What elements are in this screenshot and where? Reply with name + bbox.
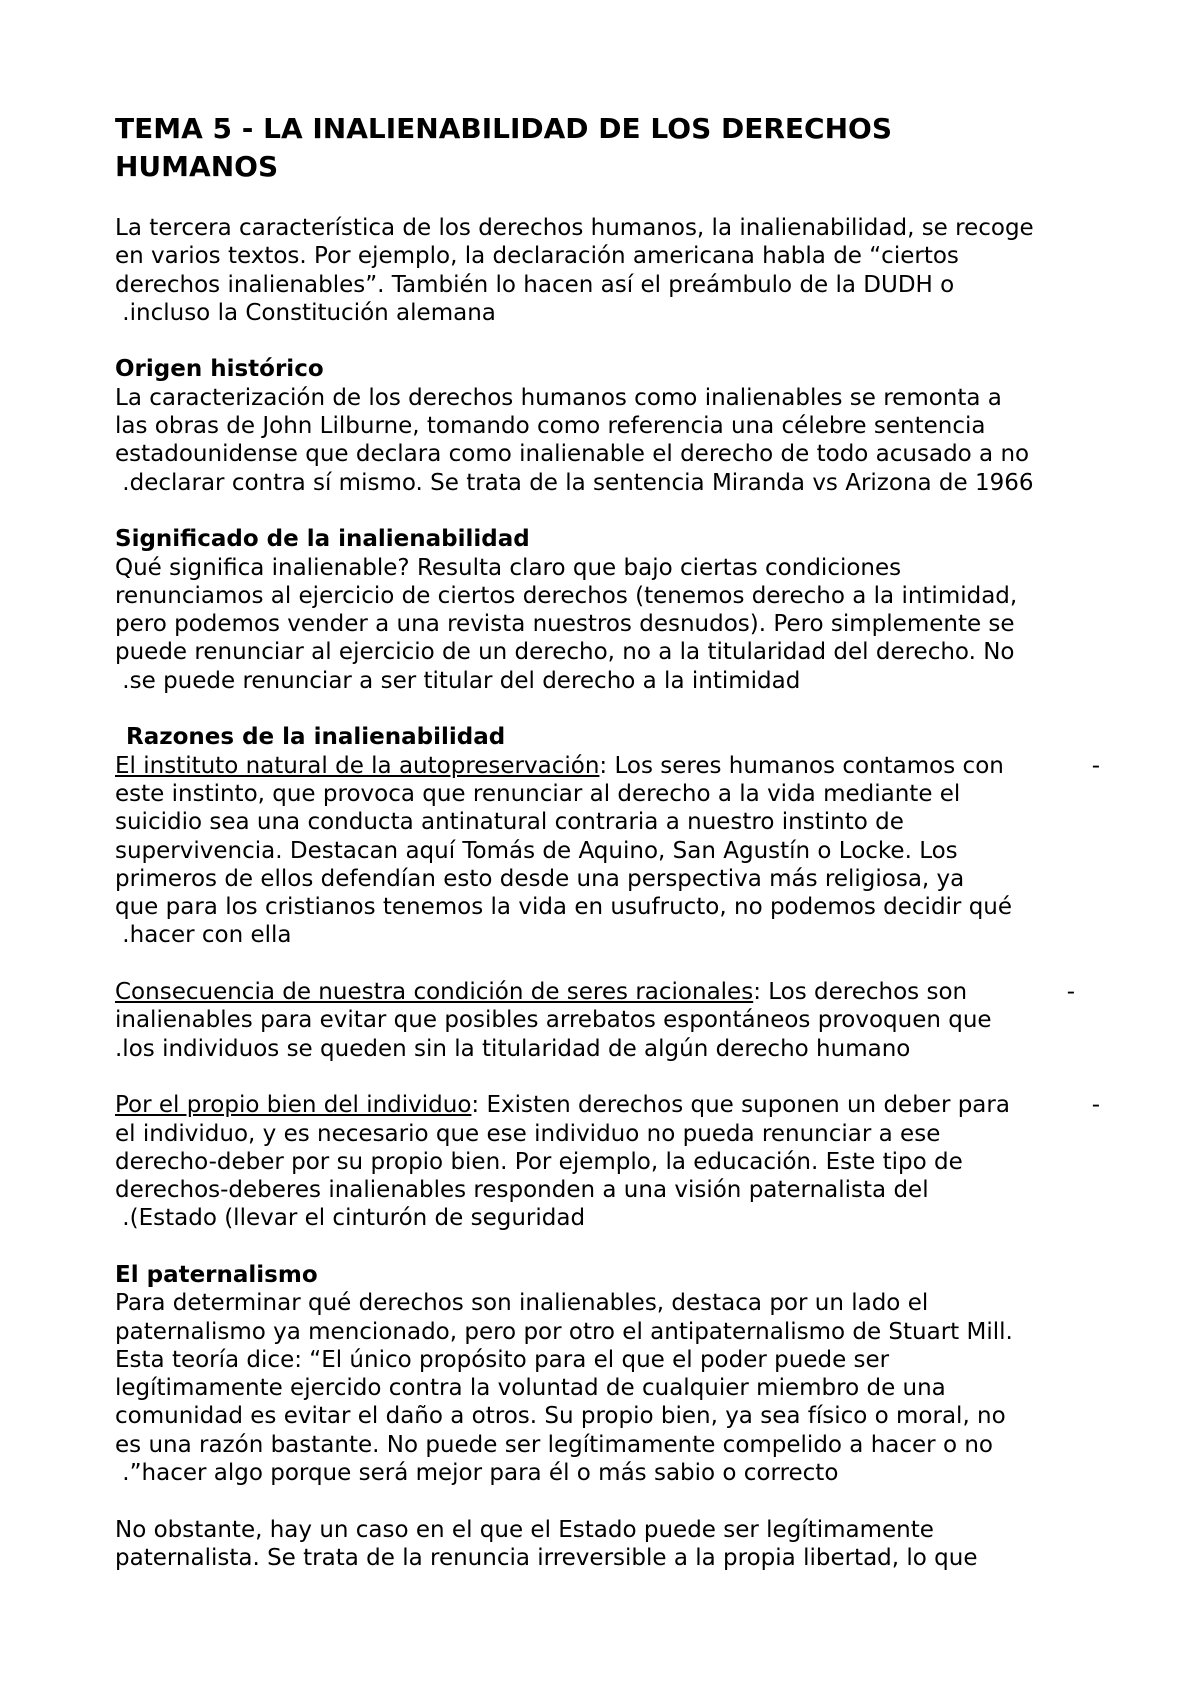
text-line: pero podemos vender a una revista nuestros desnudos). Pero simplemente se — [115, 611, 1015, 638]
text-line: .incluso la Constitución alemana — [115, 299, 496, 326]
text-line: derechos-deberes inalienables responden a una visión paternalista del — [115, 1177, 929, 1204]
item-label: El instituto natural de la autopreservación — [115, 752, 600, 779]
item-text: : Existen derechos que suponen un deber para — [471, 1092, 1010, 1119]
section-significado — [115, 525, 1095, 695]
section-heading: Origen histórico — [115, 356, 324, 383]
text-line: .declarar contra sí mismo. Se trata de la sentencia Miranda vs Arizona de 1966 — [115, 469, 1034, 496]
text-line: en varios textos. Por ejemplo, la declaración americana habla de “ciertos — [115, 243, 959, 270]
list-dash: - — [1091, 1092, 1100, 1119]
list-dash: - — [1091, 752, 1100, 779]
text-line — [115, 1091, 1095, 1119]
section-razones — [115, 723, 1100, 1232]
text-line: Qué significa inalienable? Resulta claro que bajo ciertas condiciones — [115, 554, 902, 581]
text-line: inalienables para evitar que posibles arrebatos espontáneos provoquen que — [115, 1007, 992, 1034]
list-item — [115, 978, 1095, 1063]
final-paragraph — [115, 1516, 1095, 1573]
item-label: Consecuencia de nuestra condición de seres racionales — [115, 979, 754, 1006]
text-line: .(Estado (llevar el cinturón de seguridad — [115, 1205, 586, 1232]
section-origen — [115, 355, 1095, 496]
text-line: el individuo, y es necesario que ese individuo no pueda renunciar a ese — [115, 1120, 941, 1147]
text-line: La tercera característica de los derechos humanos, la inalienabilidad, se recoge — [115, 215, 1034, 241]
text-line: paternalismo ya mencionado, pero por otro el antipaternalismo de Stuart Mill. — [115, 1318, 1013, 1345]
text-line: que para los cristianos tenemos la vida en usufructo, no podemos decidir qué — [115, 894, 1013, 921]
text-line: derecho-deber por su propio bien. Por ejemplo, la educación. Este tipo de — [115, 1148, 963, 1175]
text-line: .hacer con ella — [115, 922, 292, 949]
text-line: las obras de John Lilburne, tomando como referencia una célebre sentencia — [115, 413, 986, 440]
title-line: TEMA 5 - LA INALIENABILIDAD DE LOS DERECHOS — [115, 112, 892, 145]
section-paternalismo — [115, 1261, 1095, 1487]
title-line: HUMANOS — [115, 150, 279, 183]
text-line: este instinto, que provoca que renunciar al derecho a la vida mediante el — [115, 780, 961, 807]
text-line: paternalista. Se trata de la renuncia irreversible a la propia libertad, lo que — [115, 1544, 978, 1571]
section-heading: Razones de la inalienabilidad — [126, 724, 506, 751]
text-line: .se puede renunciar a ser titular del derecho a la intimidad — [115, 667, 801, 694]
document-page — [115, 110, 1100, 1572]
text-line: .”hacer algo porque será mejor para él o más sabio o correcto — [115, 1460, 839, 1487]
text-line: primeros de ellos defendían esto desde una perspectiva más religiosa, ya — [115, 865, 965, 892]
text-line: renunciamos al ejercicio de ciertos derechos (tenemos derecho a la intimidad, — [115, 582, 1018, 609]
section-heading: El paternalismo — [115, 1261, 318, 1288]
text-line: .los individuos se queden sin la titularidad de algún derecho humano — [115, 1035, 911, 1062]
document-title — [115, 110, 1095, 186]
text-line: puede renunciar al ejercicio de un derecho, no a la titularidad del derecho. No — [115, 639, 1015, 666]
list-item — [115, 752, 1100, 950]
item-text: : Los derechos son — [753, 979, 968, 1006]
list-item — [115, 1091, 1100, 1232]
text-line: Esta teoría dice: “El único propósito para el que el poder puede ser — [115, 1346, 890, 1373]
text-line: legítimamente ejercido contra la voluntad de cualquier miembro de una — [115, 1375, 946, 1402]
text-line: Para determinar qué derechos son inalienables, destaca por un lado el — [115, 1290, 929, 1317]
text-line — [115, 978, 1095, 1006]
text-line: derechos inalienables”. También lo hacen así el preámbulo de la DUDH o — [115, 271, 955, 298]
text-line: es una razón bastante. No puede ser legítimamente compelido a hacer o no — [115, 1431, 993, 1458]
intro-paragraph — [115, 214, 1095, 327]
text-line: La caracterización de los derechos humanos como inalienables se remonta a — [115, 384, 1002, 411]
text-line: estadounidense que declara como inalienable el derecho de todo acusado a no — [115, 441, 1030, 468]
text-line: supervivencia. Destacan aquí Tomás de Aquino, San Agustín o Locke. Los — [115, 837, 958, 864]
item-text: : Los seres humanos contamos con — [599, 752, 1004, 779]
text-line: No obstante, hay un caso en el que el Estado puede ser legítimamente — [115, 1516, 934, 1543]
section-heading: Significado de la inalienabilidad — [115, 526, 530, 553]
item-label: Por el propio bien del individuo — [115, 1092, 472, 1119]
text-line: comunidad es evitar el daño a otros. Su propio bien, ya sea físico o moral, no — [115, 1403, 1006, 1430]
text-line — [115, 752, 1095, 780]
list-dash: - — [1066, 979, 1075, 1006]
text-line: suicidio sea una conducta antinatural contraria a nuestro instinto de — [115, 809, 904, 836]
